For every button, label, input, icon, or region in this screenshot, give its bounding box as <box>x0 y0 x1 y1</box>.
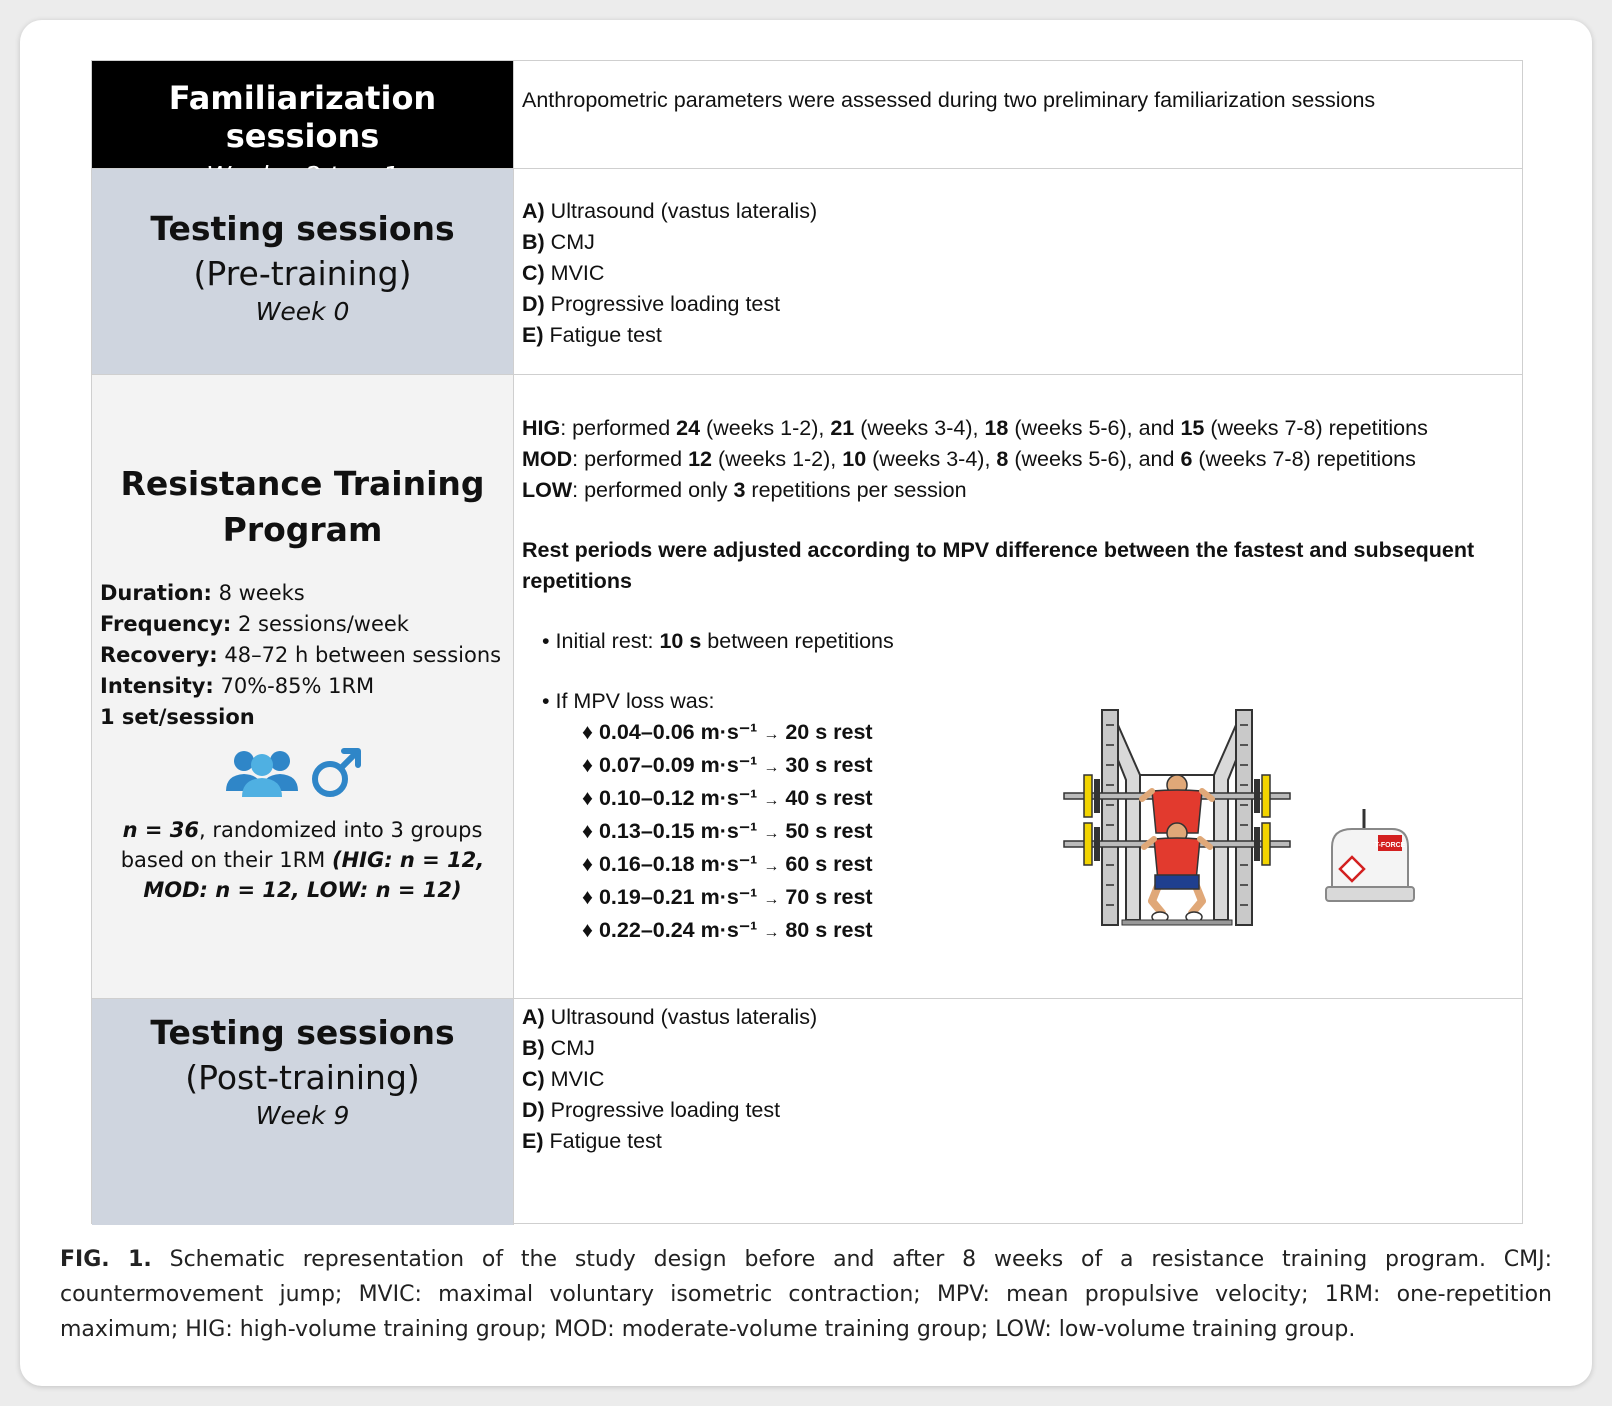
training-detail: Frequency: 2 sessions/week <box>100 612 409 636</box>
participant-icons <box>92 743 513 813</box>
post-testing-subtitle: (Post-training) <box>185 1058 420 1097</box>
post-testing-title: Testing sessions <box>150 1013 455 1052</box>
group-volume-list <box>522 413 1508 506</box>
training-detail: Duration: 8 weeks <box>100 581 305 605</box>
device-label: T-FORCE <box>1374 842 1406 849</box>
caption-text: Schematic representation of the study design before and after 8 weeks of a resistance training program. CMJ: countermovement jump; MVIC: maximal voluntary isometric contraction; MPV: mean propulsive velocity; 1RM: one-repetition maximum; HIG: high-volume training group; MOD: moderate-volume training group; LOW: low-volume training group. <box>60 1247 1552 1342</box>
rest-rule: ♦ 0.04–0.06 m·s⁻¹ → 20 s rest <box>582 720 873 744</box>
set-per-session: 1 set/session <box>100 705 255 729</box>
study-design-table <box>91 60 1523 1224</box>
familiarization-content-cell <box>522 61 1508 168</box>
post-testing-week: Week 9 <box>255 1101 350 1130</box>
pre-testing-list <box>522 196 1508 351</box>
training-title-line-2: Program <box>222 510 383 549</box>
training-detail: Recovery: 48–72 h between sessions <box>100 643 502 667</box>
list-item: E) Fatigue test <box>522 1129 662 1153</box>
participants-line-3: MOD: n = 12, LOW: n = 12) <box>143 878 462 902</box>
familiarization-description: Anthropometric parameters were assessed during two preliminary familiarization sessions <box>522 88 1376 112</box>
hig-volume: HIG: performed 24 (weeks 1-2), 21 (weeks 3-4), 18 (weeks 5-6), and 15 (weeks 7-8) repetitions <box>522 416 1428 440</box>
list-item: C) MVIC <box>522 1067 605 1091</box>
pre-testing-label-cell <box>92 169 514 374</box>
rest-rule: ♦ 0.10–0.12 m·s⁻¹ → 40 s rest <box>582 786 873 810</box>
pre-testing-subtitle: (Pre-training) <box>193 254 412 293</box>
rest-rule: ♦ 0.19–0.21 m·s⁻¹ → 70 s rest <box>582 885 873 909</box>
pre-testing-title: Testing sessions <box>150 209 455 248</box>
mod-volume: MOD: performed 12 (weeks 1-2), 10 (weeks 3-4), 8 (weeks 5-6), and 6 (weeks 7-8) repetitions <box>522 447 1416 471</box>
male-symbol-icon <box>308 743 368 803</box>
list-item: E) Fatigue test <box>522 323 662 347</box>
participants-line-2: based on their 1RM (HIG: n = 12, <box>120 848 485 872</box>
training-title-line-1: Resistance Training <box>120 464 485 503</box>
training-label-cell <box>92 375 514 998</box>
rest-rule: ♦ 0.22–0.24 m·s⁻¹ → 80 s rest <box>582 918 873 942</box>
training-content-cell <box>522 375 1508 998</box>
list-item: D) Progressive loading test <box>522 1098 781 1122</box>
velocity-transducer-device-icon <box>1322 807 1422 917</box>
low-volume: LOW: performed only 3 repetitions per session <box>522 478 967 502</box>
training-details <box>100 578 513 733</box>
pre-testing-week: Week 0 <box>255 297 350 326</box>
familiarization-title: Familiarization sessions <box>168 79 437 155</box>
rest-rule: ♦ 0.07–0.09 m·s⁻¹ → 30 s rest <box>582 753 873 777</box>
list-item: A) Ultrasound (vastus lateralis) <box>522 1005 818 1029</box>
list-item: B) CMJ <box>522 230 595 254</box>
training-title <box>92 461 513 553</box>
mpv-loss-heading: • If MPV loss was: <box>542 689 715 713</box>
familiarization-label-cell <box>92 61 514 168</box>
figure-caption <box>60 1242 1552 1347</box>
familiarization-row <box>92 61 1522 169</box>
rest-heading-line-2: repetitions <box>522 569 632 593</box>
list-item: B) CMJ <box>522 1036 595 1060</box>
caption-label: FIG. 1. <box>60 1247 152 1272</box>
participants-line-1: n = 36, randomized into 3 groups <box>122 818 483 842</box>
pre-testing-row <box>92 169 1522 375</box>
participants-description <box>92 815 513 905</box>
initial-rest: • Initial rest: 10 s between repetitions <box>542 629 894 653</box>
post-testing-list <box>522 1002 1508 1157</box>
list-item: C) MVIC <box>522 261 605 285</box>
pre-testing-content-cell <box>522 169 1508 374</box>
post-testing-content-cell <box>522 999 1508 1225</box>
list-item: A) Ultrasound (vastus lateralis) <box>522 199 818 223</box>
list-item: D) Progressive loading test <box>522 292 781 316</box>
training-detail: Intensity: 70%-85% 1RM <box>100 674 375 698</box>
post-testing-label-cell <box>92 999 514 1225</box>
rest-rule: ♦ 0.16–0.18 m·s⁻¹ → 60 s rest <box>582 852 873 876</box>
post-testing-row <box>92 999 1522 1225</box>
rest-rule: ♦ 0.13–0.15 m·s⁻¹ → 50 s rest <box>582 819 873 843</box>
smith-machine-squat-illustration <box>1062 705 1292 940</box>
rest-heading <box>522 535 1508 597</box>
training-row <box>92 375 1522 999</box>
rest-heading-line-1: Rest periods were adjusted according to MPV difference between the fastest and subsequent <box>522 538 1475 562</box>
